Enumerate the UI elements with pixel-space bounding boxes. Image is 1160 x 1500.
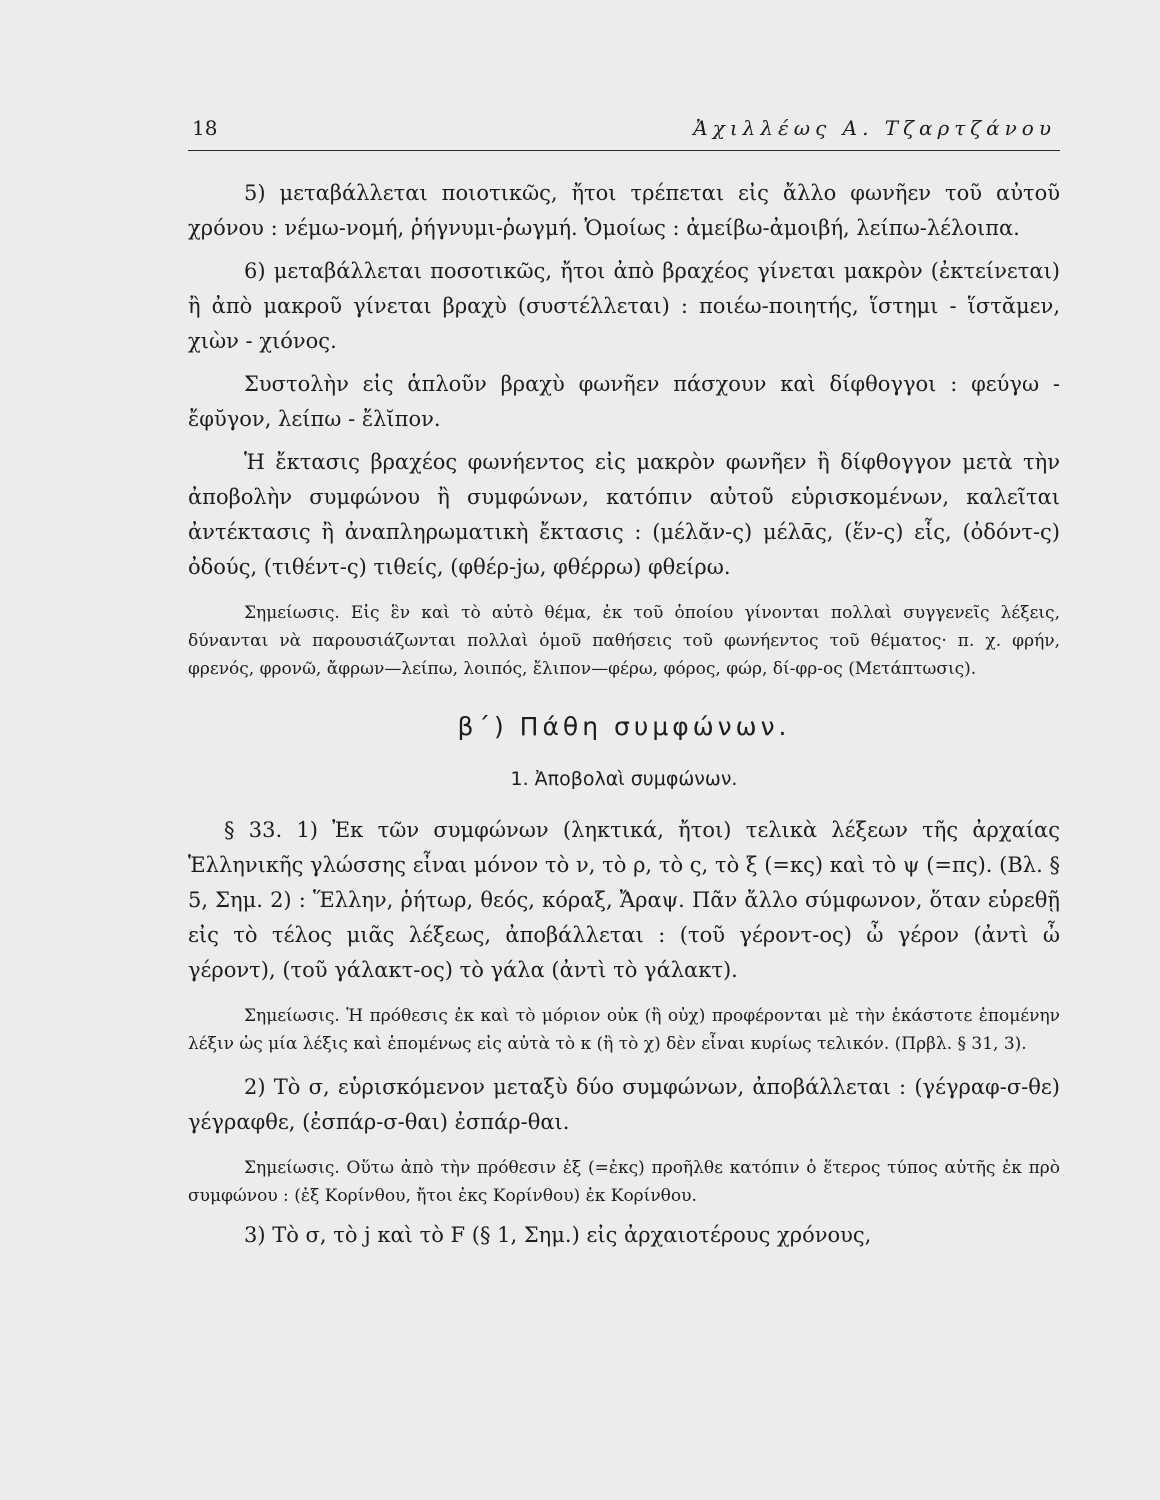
paragraph-5: 5) μεταβάλλεται ποιοτικῶς, ἤτοι τρέπεται εἰς ἄλλο φωνῆεν τοῦ αὐτοῦ χρόνου : νέμω-νομή, ῥήγνυμι-ῥωγμή. Ὁμοίως : ἀμείβω-ἀμοιβή, λείπω-λέλοιπα. bbox=[188, 181, 1060, 240]
section-title: β´) Πάθη συμφώνων. bbox=[457, 712, 791, 741]
page-body bbox=[188, 176, 1060, 1253]
paragraph-systoli: Συστολὴν εἰς ἁπλοῦν βραχὺ φωνῆεν πάσχουν καὶ δίφθογγοι : φεύγω - ἔφῠγον, λείπω - ἔλῐπον. bbox=[188, 372, 1060, 431]
page-number: 18 bbox=[192, 116, 218, 140]
note-metaptosis: Σημείωσις. Εἰς ἓν καὶ τὸ αὐτὸ θέμα, ἐκ τοῦ ὁποίου γίνονται πολλαὶ συγγενεῖς λέξεις, δύνανται νὰ παρουσιάζωνται πολλαὶ ὁμοῦ παθήσεις τοῦ φωνήεντος τοῦ θέματος· π. χ. φρήν, φρενός, φρονῶ, ἄφρων—λείπω, λοιπός, ἔλιπον—φέρω, φόρος, φώρ, δί-φρ-ος (Μετάπτωσις). bbox=[188, 603, 1060, 679]
subsection-title: 1. Ἀποβολαὶ συμφώνων. bbox=[510, 768, 738, 790]
page-header bbox=[188, 116, 1060, 151]
paragraph-2: 2) Τὸ σ, εὑρισκόμενον μεταξὺ δύο συμφώνων, ἀποβάλλεται : (γέγραφ-σ-θε) γέγραφθε, (ἐσπάρ-σ-θαι) ἐσπάρ-θαι. bbox=[188, 1075, 1060, 1134]
paragraph-6: 6) μεταβάλλεται ποσοτικῶς, ἤτοι ἀπὸ βραχέος γίνεται μακρὸν (ἐκτείνεται) ἢ ἀπὸ μακροῦ γίνεται βραχὺ (συστέλλεται) : ποιέω-ποιητής, ἵστημι - ἵστᾰμεν, χιὼν - χιόνος. bbox=[188, 259, 1060, 353]
running-title: Ἀχιλλέως Α. Τζαρτζάνου bbox=[693, 116, 1056, 140]
note-ex: Σημείωσις. Οὕτω ἀπὸ τὴν πρόθεσιν ἐξ (=ἐκς) προῆλθε κατόπιν ὁ ἕτερος τύπος αὐτῆς ἐκ πρὸ συμφώνου : (ἐξ Κορίνθου, ἤτοι ἐκς Κορίνθου) ἐκ Κορίνθου. bbox=[188, 1158, 1060, 1206]
paragraph-3: 3) Τὸ σ, τὸ j καὶ τὸ F (§ 1, Σημ.) εἰς ἀρχαιοτέρους χρόνους, bbox=[244, 1223, 872, 1247]
paragraph-ektasis: Ἡ ἔκτασις βραχέος φωνήεντος εἰς μακρὸν φωνῆεν ἢ δίφθογγον μετὰ τὴν ἀποβολὴν συμφώνου ἢ συμφώνων, κατόπιν αὐτοῦ εὑρισκομένων, καλεῖται ἀντέκτασις ἢ ἀναπληρωματικὴ ἔκτασις : (μέλᾰν-ς) μέλᾱς, (ἕν-ς) εἷς, (ὀδόντ-ς) ὀδούς, (τιθέντ-ς) τιθείς, (φθέρ-jω, φθέρρω) φθείρω. bbox=[188, 450, 1060, 579]
note-ek-ouk: Σημείωσις. Ἡ πρόθεσις ἐκ καὶ τὸ μόριον οὐκ (ἢ οὐχ) προφέρονται μὲ τὴν ἑκάστοτε ἑπομένην λέξιν ὡς μία λέξις καὶ ἑπομένως εἰς αὐτὰ τὸ κ (ἢ τὸ χ) δὲν εἶναι κυρίως τελικόν. (Πρβλ. § 31, 3). bbox=[188, 1006, 1060, 1054]
paragraph-33: § 33. 1) Ἐκ τῶν συμφώνων (ληκτικά, ἤτοι) τελικὰ λέξεων τῆς ἀρχαίας Ἑλληνικῆς γλώσσης εἶναι μόνον τὸ ν, τὸ ρ, τὸ ς, τὸ ξ (=κς) καὶ τὸ ψ (=πς). (Βλ. § 5, Σημ. 2) : Ἕλλην, ῥήτωρ, θεός, κόραξ, Ἄραψ. Πᾶν ἄλλο σύμφωνον, ὅταν εὑρεθῇ εἰς τὸ τέλος μιᾶς λέξεως, ἀποβάλλεται : (τοῦ γέροντ-ος) ὦ γέρον (ἀντὶ ὦ γέροντ), (τοῦ γάλακτ-ος) τὸ γάλα (ἀντὶ τὸ γάλακτ). bbox=[188, 818, 1060, 982]
